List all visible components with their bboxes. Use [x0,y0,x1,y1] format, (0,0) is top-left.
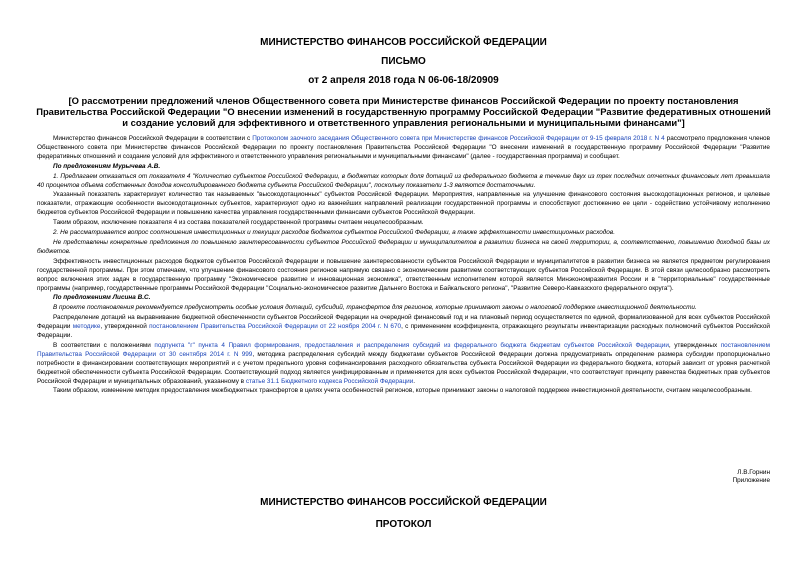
methodology-link[interactable]: методике [72,323,101,331]
ministry-heading: МИНИСТЕРСТВО ФИНАНСОВ РОССИЙСКОЙ ФЕДЕРАЦИИ [260,37,547,48]
document-date-heading: от 2 апреля 2018 года N 06-06-18/20909 [308,75,499,86]
document-title: [О рассмотрении предложений членов Общественного совета при Министерстве финансов Российской Федерации по проекту постановления Правительства Российской Федерации "О внесении изменений в государственную программу Российской Федерации "Развитие федеративных отношений и создание условий для эффективного и ответственного управления региональными и муниципальными финансами"] [36,95,771,128]
section-heading-lisina: По предложениям Лисина В.С. [53,294,151,302]
paragraph: Не представлены конкретные предложения по повышению заинтересованности субъектов Российской Федерации и муниципалитетов в развитии бизнеса на своей территории, а, соответственно, повышению доходной базы их бюджетов. [37,238,770,255]
rules-subsidies-link[interactable]: подпункта "г" пункта 4 Правил формирования, предоставления и распределения субсидий из федерального бюджета бюджетам субъектов Российской Федерации [154,341,669,349]
protocol-link[interactable]: Протоколом заочного заседания Общественного совета при Министерстве финансов Российской Федерации от 9-15 февраля 2018 г. N 4 [252,135,665,142]
paragraph: 2. Не рассматривается вопрос соотношения инвестиционных и текущих расходов бюджетов субъектов Российской Федерации, а также эффективности инвестиционных расходов. [53,229,615,237]
document-type-heading: ПИСЬМО [381,56,426,67]
budget-code-link[interactable]: статье 31.1 Бюджетного кодекса Российской Федерации [245,377,414,385]
document-body [37,135,770,397]
paragraph: В соответствии с положениями подпункта "г" пункта 4 Правил формирования, предоставления и распределения субсидий из федерального бюджета бюджетам субъектов Российской Федерации, утвержденных постановлением Правительства Российской Федерации от 30 сентября 2014 г. N 999, методика распределения субсидий между бюджетами субъектов Российской Федерации должна предусматривать определение размера субсидии пропорционально потребности в финансировании соответствующих мероприятий и с учетом предельного уровня софинансирования расходного обязательства субъекта Российской Федерации из федерального бюджета, который зависит от уровня расчетной бюджетной обеспеченности субъекта Российской Федерации. Соответствующий подход является унифицированным и применяется для всех субъектов Российской Федерации, что соответствует принципу равенства бюджетных прав субъектов Российской Федерации и муниципальных образований, указанному в статье 31.1 Бюджетного кодекса Российской Федерации. [37,341,771,385]
section-heading-murychev: По предложениям Мурычева А.В. [53,162,161,170]
paragraph: 1. Предлагаем отказаться от показателя 4 "Количество субъектов Российской Федерации, в бюджетах которых доля дотаций из федерального бюджета в течение двух из трех последних отчетных финансовых лет превышала 40 процентов объема собственных доходов консолидированного бюджета субъекта Российской Федерации", поскольку показатели 1-3 являются достаточными. [37,172,770,189]
paragraph: Указанный показатель характеризует количество так называемых "высокодотационных" субъектов Российской Федерации. Мероприятия, направленные на улучшение финансового состояния высокодотационных регионов, и целевые показатели, отражающие особенности высокодотационных субъектов, характеризуют одно из важнейших направлений реализации государственной программы и способствуют достижению ее цели - содействию устойчивому исполнению бюджетов субъектов Российской Федерации и повышению качества управления государственными финансами субъектов Российской Федерации. [37,191,770,217]
resolution-999-link[interactable]: постановлением Правительства Российской Федерации от 30 сентября 2014 г. N 999 [37,341,770,358]
paragraph: Распределение дотаций на выравнивание бюджетной обеспеченности субъектов Российской Федерации на очередной финансовый год и на плановый период осуществляется по единой, формализованной для всех субъектов Российской Федерации методике, утвержденной постановлением Правительства Российской Федерации от 22 ноября 2004 г. N 670, с применением коэффициента, отражающего результаты инвентаризации расходных полномочий субъектов Российской Федерации. [37,314,770,340]
footer-ministry-heading: МИНИСТЕРСТВО ФИНАНСОВ РОССИЙСКОЙ ФЕДЕРАЦИИ [260,497,547,508]
paragraph: Эффективность инвестиционных расходов бюджетов субъектов Российской Федерации и повышение заинтересованности субъектов Российской Федерации и муниципалитетов в развитии бизнеса не является предметом регулирования государственной программы. При этом отмечаем, что улучшение финансового состояния регионов напрямую связано с экономическим развитием соответствующих субъектов Российской Федерации. В этой связи целесообразно рассмотреть вопрос включения этих задач в государственную программу "Экономическое развитие и инновационная экономика", ответственным исполнителем которой является Минэкономразвития России и в "территориальные" государственные программы (например, государственные программы Российской Федерации "Социально-экономическое развитие Дальнего Востока и Байкальского региона", "Развитие Северо-Кавказского федерального округа"). [37,257,770,292]
signatory-name: Л.В.Горнин [737,469,770,476]
paragraph: Таким образом, исключение показателя 4 из состава показателей государственной программы считаем нецелесообразным. [53,219,424,227]
paragraph: Министерство финансов Российской Федерации в соответствии с Протоколом заочного заседания Общественного совета при Министерстве финансов Российской Федерации от 9-15 февраля 2018 г. N 4 рассмотрело предложения членов Общественного совета при Министерстве финансов Российской Федерации по проекту постановления Правительства Российской Федерации "О внесении изменений в государственную программу Российской Федерации "Развитие федеративных отношений и создание условий для эффективного и ответственного управления региональными и муниципальными финансами" (далее - государственная программа) и сообщает. [37,135,770,160]
attachment-label: Приложение [732,477,770,484]
paragraph: В проекте постановления рекомендуется предусмотреть особые условия дотаций, субсидий, трансфертов для регионов, которые принимают законы о налоговой поддержке инвестиционной деятельности. [53,304,697,312]
resolution-670-link[interactable]: постановлением Правительства Российской Федерации от 22 ноября 2004 г. N 670 [149,323,402,331]
paragraph: Таким образом, изменение методик предоставления межбюджетных трансфертов в целях учета особенностей регионов, которые принимают законы о налоговой поддержке инвестиционной деятельности, считаем нецелесообразным. [53,387,752,395]
footer-document-type: ПРОТОКОЛ [375,519,432,530]
